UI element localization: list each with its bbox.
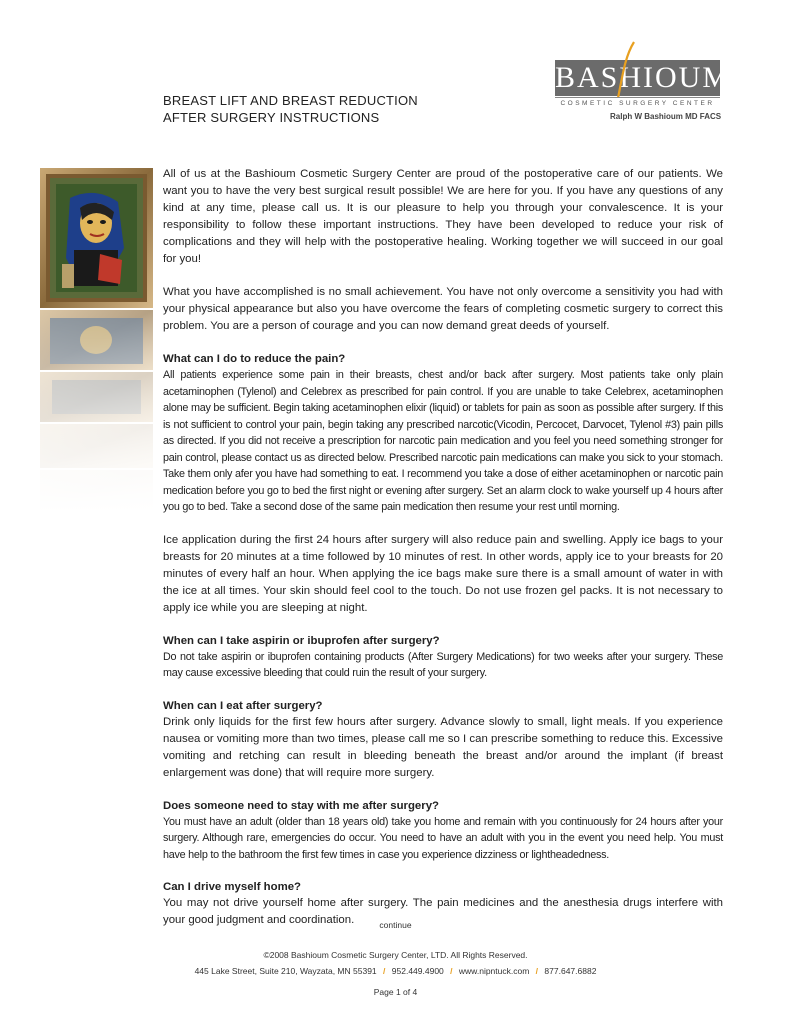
tollfree-text: 877.647.6882 — [544, 966, 597, 976]
continue-label: continue — [379, 920, 412, 930]
phone-text: 952.449.4900 — [391, 966, 444, 976]
ice-text: Ice application during the first 24 hours after surgery will also reduce pain and swelling. Apply ice bags to your breasts for 20 minutes at a time followed by 10 minutes of rest. In other words, apply ice to your breasts for 20 minutes of every half an hour. When applying the ice bags make sure there is a small amount of water in with the ice at all times. Your skin should feel cool to the touch. Do not use frozen gel packs. It is not necessary to apply ice while you are sleeping at night. — [163, 533, 723, 614]
logo-subtitle: COSMETIC SURGERY CENTER — [555, 97, 720, 109]
pain-heading: What can I do to reduce the pain? — [163, 353, 346, 365]
stay-text: You must have an adult (older than 18 years old) take you home and remain with you continuously for 24 hours after your surgery. Although rare, emergencies do occur. You need to have an adult with you in the event you need help. You must have help to the bathroom the first few times in case you experience dizziness or lightheadedness. — [163, 815, 723, 861]
copyright-text: ©2008 Bashioum Cosmetic Surgery Center, LTD. All Rights Reserved. — [263, 950, 528, 960]
title-line-1: BREAST LIFT AND BREAST REDUCTION — [163, 93, 418, 108]
stay-heading: Does someone need to stay with me after surgery? — [163, 799, 439, 812]
address-text: 445 Lake Street, Suite 210, Wayzata, MN 55391 — [194, 966, 377, 976]
eat-text: Drink only liquids for the first few hours after surgery. Advance slowly to small, light meals. If you experience nausea or vomiting more than two times, please call me so I can prescribe something to reduce this. Excessive vomiting and retching can result in bleeding beneath the breast and/or around the implant (if breast enlargement was done) that will require more surgery. — [163, 715, 723, 779]
website-link[interactable]: www.nipntuck.com — [458, 966, 530, 976]
separator-slash: / — [535, 966, 539, 976]
aspirin-text: Do not take aspirin or ibuprofen containing products (After Surgery Medications) for two weeks after your surgery. These may cause excessive bleeding that could ruin the result of your surgery. — [163, 650, 723, 679]
eat-heading: When can I eat after surgery? — [163, 699, 323, 712]
intro-paragraph-2: What you have accomplished is no small achievement. You have not only overcome a sensitivity you had with your physical appearance but also you have overcome the fears of completing cosmetic surgery to correct this problem. You are a person of courage and you can now demand great deeds of yourself. — [163, 286, 723, 332]
bashioum-logo — [555, 40, 732, 130]
instructions-body — [163, 166, 723, 929]
title-line-2: AFTER SURGERY INSTRUCTIONS — [163, 110, 380, 125]
separator-slash: / — [383, 966, 386, 976]
separator-slash: / — [450, 966, 453, 976]
pain-text: All patients experience some pain in their breasts, chest and/or back after surgery. Most patients take only plain acetaminophen (Tylenol) and Celebrex as prescribed for pain control. If you are unable to take Celebrex, acetaminophen alone may be sufficient. Begin taking acetaminophen elixir (liquid) or tablets for pain as soon as possible after surgery. If this is not sufficient to control your pain, begin taking any prescribed narcotic(Vicodin, Percocet, Darvocet, Tylenol #3) pain pills as directed. If you did not receive a prescription for narcotic pain medication and you feel you need something stronger for pain control, please contact us as directed below. Prescribed narcotic pain medications can make you sick to your stomach. Take them only afer you have had something to eat. I recommend you take a dose of either acetaminophen or narcotic pain medication before you go to bed the first night or evening after surgery. Set an alarm clock to wake yourself up 4 hours after you go to bed. Take a second dose of the same pain medication then resume your rest until morning. — [163, 369, 723, 513]
drive-heading: Can I drive myself home? — [163, 881, 301, 893]
contact-line — [0, 966, 791, 976]
document-title — [163, 92, 418, 126]
intro-paragraph-1: All of us at the Bashioum Cosmetic Surgery Center are proud of the postoperative care of our patients. We want you to have the very best surgical result possible! We are here for you. If you have any questions of any kind at any time, please call us. It is our pleasure to help you through your convalescence. It is your responsibility to follow these important instructions. They have been developed to reduce your risk of complications and they will help with the postoperative healing. Working together we will succeed in our goal for you! — [163, 168, 723, 265]
page-number: Page 1 of 4 — [373, 987, 418, 997]
drive-text: You may not drive yourself home after surgery. The pain medicines and the anesthesia drugs interfere with your good judgment and coordination. — [163, 897, 723, 926]
logo-doctor-name: Ralph W Bashioum MD FACS — [610, 112, 722, 121]
logo-wordmark: BASHIOUM — [555, 61, 732, 94]
aspirin-heading: When can I take aspirin or ibuprofen after surgery? — [163, 634, 440, 647]
framed-painting-image — [40, 168, 153, 513]
